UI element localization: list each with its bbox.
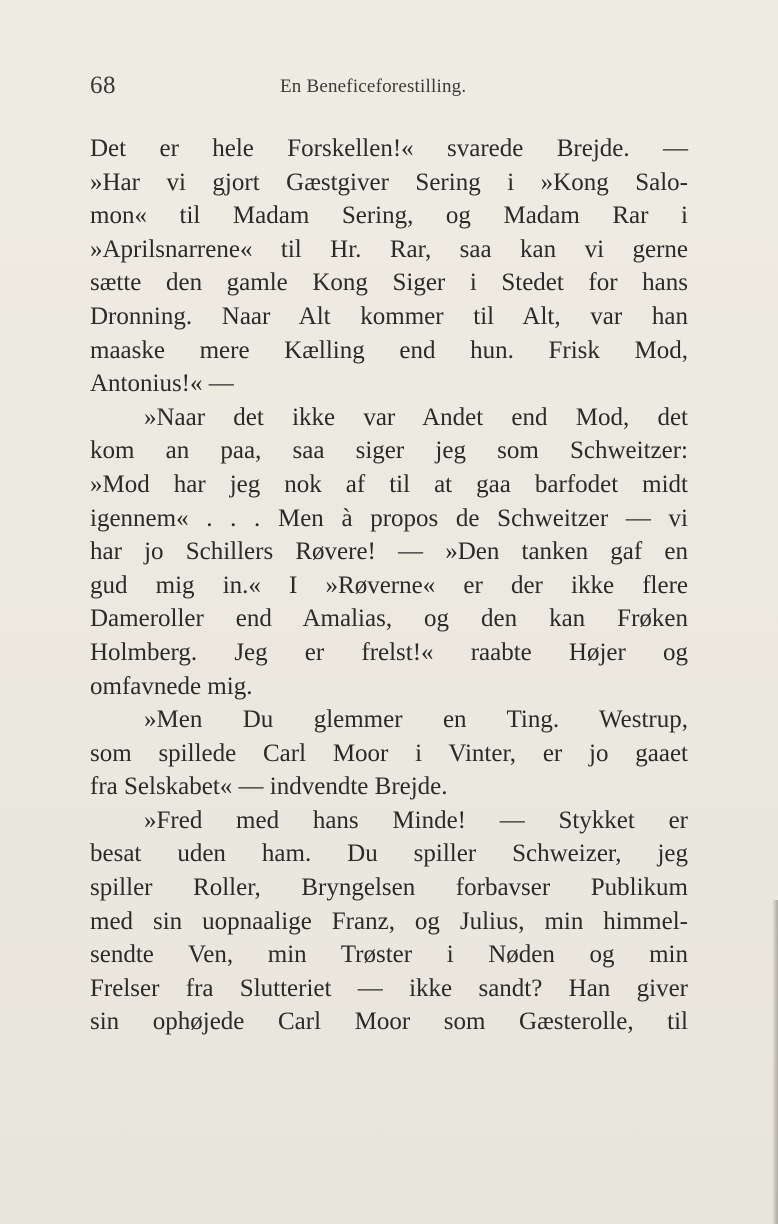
text-line: kom an paa, saa siger jeg som Schweitzer: [90,437,688,465]
text-line: »Mod har jeg nok af til at gaa barfodet midt [90,470,688,498]
text-line: »Men Du glemmer en Ting. Westrup, [144,706,688,734]
text-line: med sin uopnaalige Franz, og Julius, min himmel- [90,907,688,935]
text-line: har jo Schillers Røvere! — »Den tanken gaf en [90,538,688,566]
text-line: »Fred med hans Minde! — Stykket er [144,806,688,834]
text-line: mon« til Madam Sering, og Madam Rar i [90,202,688,230]
text-line: Frelser fra Slutteriet — ikke sandt? Han giver [90,974,688,1002]
text-line: Det er hele Forskellen!« svarede Brejde. — [90,135,688,162]
text-line: sendte Ven, min Trøster i Nøden og min [90,941,688,969]
running-title: En Beneficeforestilling. [280,76,467,97]
page-header [90,72,690,102]
page-number: 68 [90,72,116,99]
text-line: »Naar det ikke var Andet end Mod, det [144,403,688,431]
text-line: Dameroller end Amalias, og den kan Frøken [90,605,688,633]
text-line: »Har vi gjort Gæstgiver Sering i »Kong Salo- [90,168,688,196]
text-line: igennem« . . . Men à propos de Schweitzer — vi [90,504,688,532]
text-line: omfavnede mig. [90,672,253,700]
text-line: gud mig in.« I »Røverne« er der ikke flere [90,571,688,599]
text-line: som spillede Carl Moor i Vinter, er jo gaaet [90,739,688,767]
text-line: »Aprilsnarrene« til Hr. Rar, saa kan vi gerne [90,235,688,263]
text-line: Dronning. Naar Alt kommer til Alt, var han [90,302,688,330]
text-line: Antonius!« — [90,370,234,398]
text-line: sætte den gamle Kong Siger i Stedet for hans [90,269,688,297]
text-line: besat uden ham. Du spiller Schweizer, jeg [90,840,688,868]
text-line: maaske mere Kælling end hun. Frisk Mod, [90,336,688,364]
text-line: sin ophøjede Carl Moor som Gæsterolle, til [90,1008,688,1036]
text-line: spiller Roller, Bryngelsen forbavser Publikum [90,874,688,902]
text-line: Holmberg. Jeg er frelst!« raabte Højer og [90,638,688,666]
page-edge-shadow [772,900,778,1224]
body-text [90,132,688,1039]
text-line: fra Selskabet« — indvendte Brejde. [90,773,448,801]
